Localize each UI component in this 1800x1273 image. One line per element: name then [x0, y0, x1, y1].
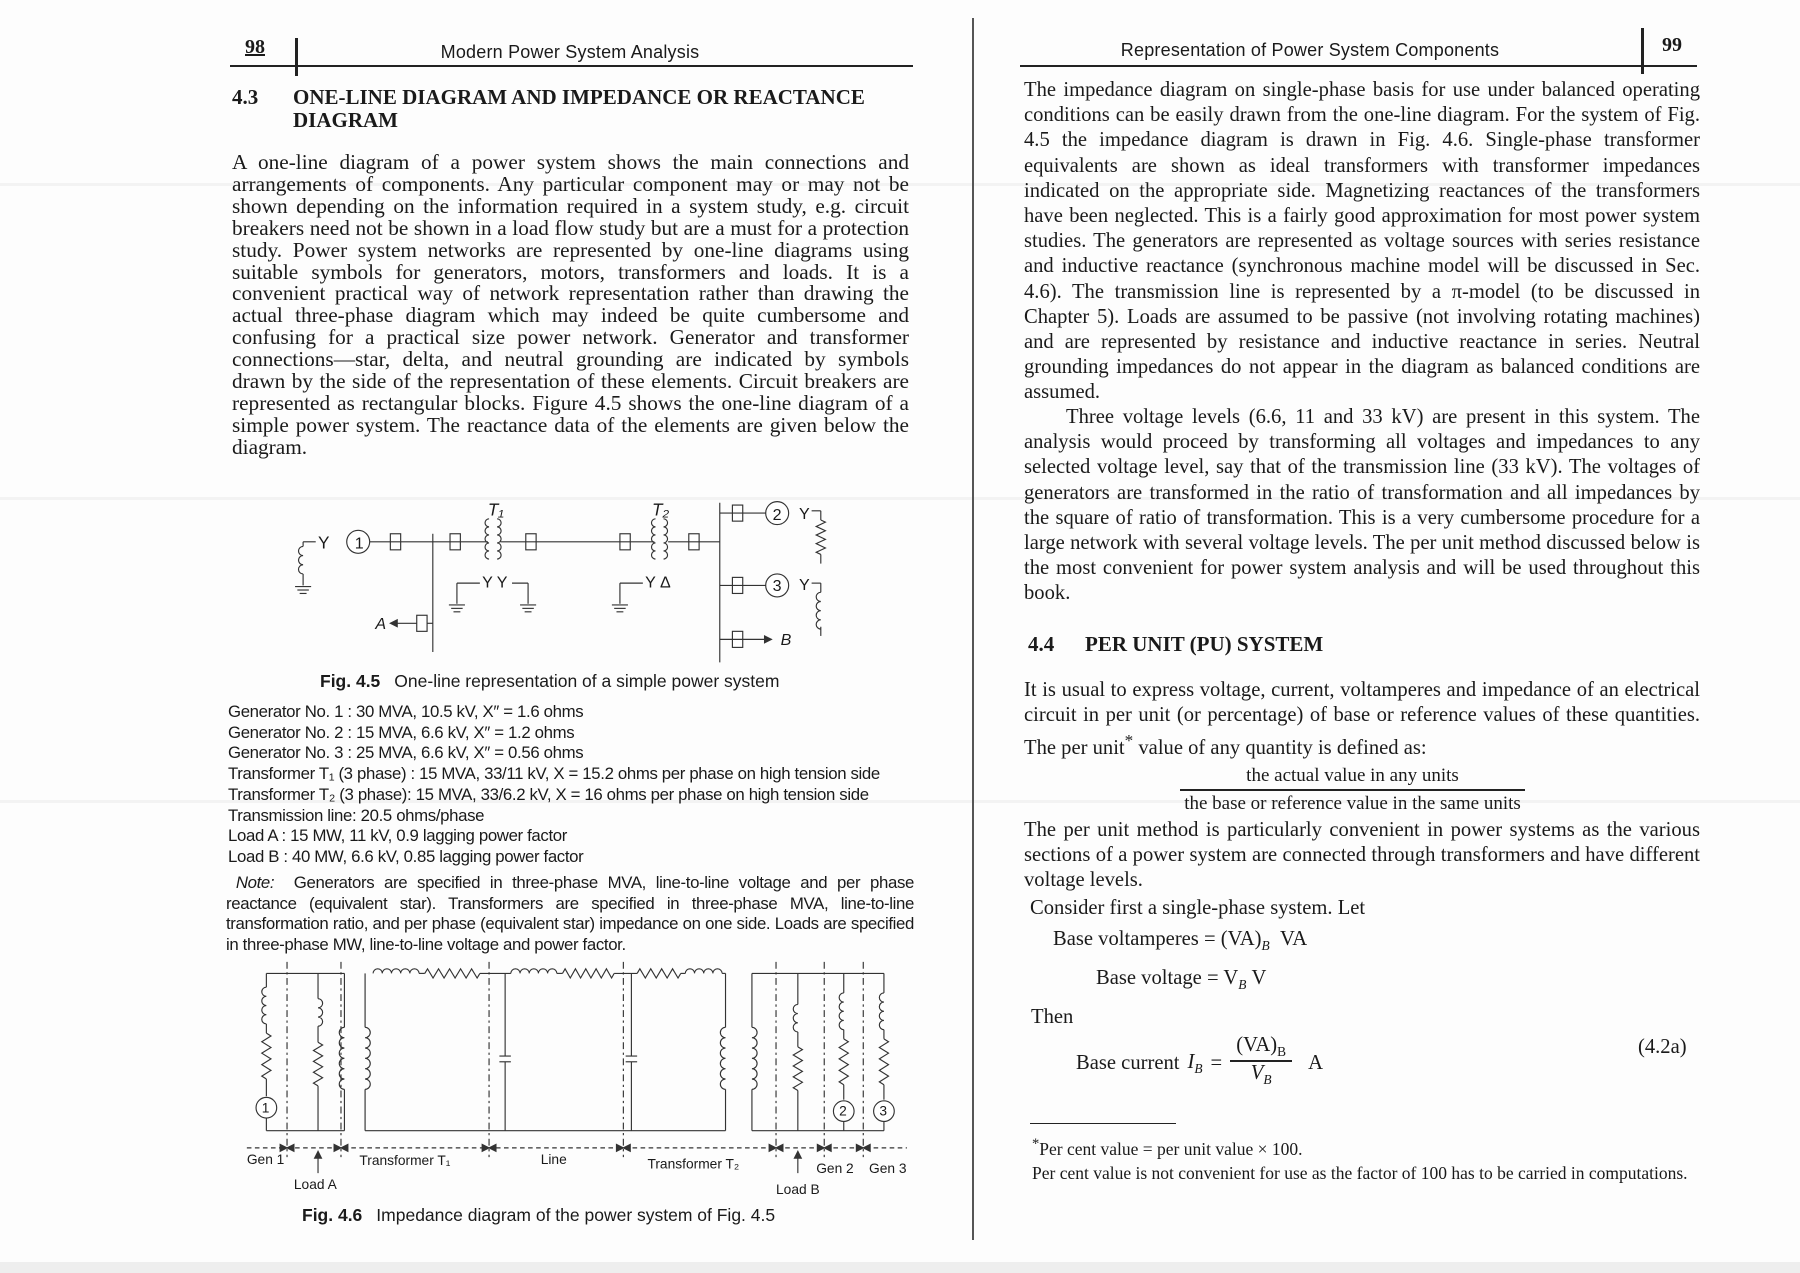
- t2-label: T₂: [652, 499, 670, 520]
- figure-label: Fig. 4.5: [320, 671, 381, 691]
- equals-sign: =: [1210, 1052, 1223, 1075]
- spec-item: Load A : 15 MW, 11 kV, 0.9 lagging power factor: [228, 826, 567, 846]
- subscript: B: [1194, 1060, 1203, 1076]
- subscript: B: [1263, 1071, 1272, 1087]
- inductor-icon: [685, 969, 722, 974]
- spec-item: Load B : 40 MW, 6.6 kV, 0.85 lagging power factor: [228, 846, 584, 866]
- inductor-icon: [816, 592, 821, 629]
- spec-item: Transformer T₁ (3 phase) : 15 MVA, 33/11 kV, X = 15.2 ohms per phase on high tension side: [228, 764, 880, 784]
- body-line: Consider first a single-phase system. Let: [1030, 897, 1366, 919]
- resistor-icon: [313, 1042, 322, 1086]
- inductor-icon: [339, 1027, 344, 1089]
- inductor-icon: [485, 519, 489, 559]
- inductor-icon: [839, 993, 844, 1030]
- resistor-icon: [637, 969, 681, 978]
- transformer-t1-section-label: Transformer T₁: [359, 1153, 451, 1169]
- body-paragraph: A one-line diagram of a power system shows the main connections and arrangements of components. Any particular component may or may not be shown depending on the information required in a system study, e.g. circuit breakers need not be shown in a load flow study but are a must for a protection study. Power system networks are represented by one-line diagrams using suitable symbols for generators, motors, transformers and loads. It is a convenient practical way of network representation rather than drawing the actual three-phase diagram which may indeed be quite cumbersome and confusing for a practical size power network. Generator and transformer connections—star, delta, and neutral grounding are indicated by symbols drawn by the side of the representation of these elements. Circuit breakers are represented as rectangular blocks. Figure 4.5 shows the one-line diagram of a simple power system. The reactance data of the elements are given below the diagram.: [232, 150, 909, 459]
- equation-text: Base voltage = V: [1096, 967, 1239, 989]
- load-b-label: B: [780, 631, 792, 650]
- spec-item: Transformer T₂ (3 phase): 15 MVA, 33/6.2 kV, X = 16 ohms per phase on high tension side: [228, 784, 869, 804]
- resistor-icon: [793, 1047, 802, 1091]
- page-number: 98: [245, 36, 265, 58]
- circuit-breaker-icon: [417, 615, 427, 631]
- running-head: Representation of Power System Components: [1120, 40, 1500, 60]
- inductor-icon: [318, 999, 323, 1027]
- paragraph-text: It is usual to express voltage, current, voltamperes and impedance of an electrical circuit in per unit (or percentage) of base or reference values of these quantities. The per unit: [1024, 679, 1700, 760]
- footnote-marker[interactable]: *: [1124, 731, 1134, 751]
- spec-item: Generator No. 2 : 15 MVA, 6.6 kV, X″ = 1.2 ohms: [228, 722, 575, 742]
- inductor-icon: [879, 993, 884, 1030]
- star-connection-label: Y: [318, 532, 330, 553]
- equation-text: Base voltamperes = (VA): [1053, 928, 1262, 950]
- resistor-icon: [563, 969, 615, 978]
- figure-caption-text: Impedance diagram of the power system of Fig. 4.5: [376, 1205, 776, 1225]
- note-label: Note:: [235, 873, 275, 892]
- body-line: Then: [1031, 1006, 1074, 1028]
- inductor-icon: [793, 1004, 798, 1032]
- section-number: 4.4: [1028, 632, 1055, 656]
- footnote-text: Per cent value = per unit value × 100.: [1039, 1138, 1303, 1159]
- load-a-section-label: Load A: [293, 1177, 337, 1193]
- inductor-icon: [511, 969, 557, 974]
- equation-number: (4.2a): [1638, 1036, 1687, 1058]
- numerator-text: (VA): [1236, 1034, 1278, 1056]
- generator-2-number: 2: [772, 505, 782, 524]
- section-title: PER UNIT (PU) SYSTEM: [1085, 632, 1324, 656]
- t1-winding-connection: Y Y: [482, 573, 508, 592]
- unit: V: [1251, 967, 1267, 989]
- subscript: B: [1238, 977, 1247, 993]
- denominator-text: V: [1250, 1061, 1264, 1084]
- load-a-label: A: [375, 615, 387, 634]
- generator-1-number: 1: [261, 1100, 270, 1116]
- gen3-section-label: Gen 3: [869, 1161, 907, 1177]
- star-connection-label: Y: [798, 576, 810, 595]
- inductor-icon: [497, 519, 501, 559]
- spec-item: Transmission line: 20.5 ohms/phase: [228, 805, 485, 825]
- inductor-icon: [651, 519, 655, 559]
- unit: VA: [1280, 928, 1308, 950]
- t2-winding-connection: Y Δ: [645, 573, 671, 592]
- section-number: 4.3: [232, 85, 259, 109]
- line-section-label: Line: [540, 1151, 567, 1167]
- resistor-icon: [816, 520, 825, 554]
- resistor-icon: [425, 969, 480, 978]
- inductor-icon: [262, 987, 267, 1024]
- body-paragraph: Three voltage levels (6.6, 11 and 33 kV) are present in this system. The analysis would proceed by transforming all voltages and impedances to any selected voltage level, say that of the transmission line (33 kV). The voltages of generators are transformed in the ratio of transformation and all impedances by the square of ratio of transformation. This is a very cumbersome procedure for a large network with several voltage levels. The per unit method discussed below is the most convenient for power system analysis and will be used throughout this book.: [1024, 406, 1700, 605]
- fraction-numerator: the actual value in any units: [1246, 765, 1459, 786]
- subscript: B: [1277, 1044, 1287, 1060]
- inductor-icon: [299, 546, 304, 574]
- impedance-diagram-fig-4-6: [247, 962, 907, 1197]
- generator-1-number: 1: [354, 534, 364, 553]
- section-title-line: ONE-LINE DIAGRAM AND IMPEDANCE OR REACTANCE: [293, 85, 865, 109]
- inductor-icon: [664, 519, 668, 559]
- generator-3-number: 3: [772, 577, 782, 596]
- subscript: B: [1261, 938, 1270, 954]
- figure-caption-text: One-line representation of a simple power system: [394, 671, 780, 691]
- paragraph-text: value of any quantity is defined as:: [1133, 737, 1427, 760]
- running-head: Modern Power System Analysis: [440, 42, 700, 62]
- generator-2-number: 2: [839, 1103, 847, 1119]
- star-connection-label: Y: [798, 504, 810, 523]
- resistor-icon: [879, 1039, 888, 1085]
- fraction-denominator: the base or reference value in the same units: [1184, 792, 1521, 814]
- figure-label: Fig. 4.6: [302, 1205, 363, 1225]
- transformer-t2-section-label: Transformer T₂: [647, 1156, 740, 1172]
- body-paragraph: The per unit method is particularly convenient in power systems as the various sections of a power system are connected through transformers and have different voltage levels.: [1024, 819, 1700, 892]
- one-line-diagram-fig-4-5: [295, 499, 825, 662]
- page-number: 99: [1662, 34, 1682, 56]
- gen1-section-label: Gen 1: [246, 1151, 285, 1167]
- inductor-icon: [365, 1027, 370, 1089]
- footnote-marker: *: [1032, 1136, 1040, 1152]
- section-title-line: DIAGRAM: [293, 108, 398, 132]
- resistor-icon: [839, 1039, 848, 1085]
- load-b-section-label: Load B: [776, 1181, 820, 1197]
- inductor-icon: [752, 1027, 757, 1089]
- inductor-icon: [373, 969, 419, 974]
- spec-item: Generator No. 1 : 30 MVA, 10.5 kV, X″ = 1.6 ohms: [228, 702, 584, 721]
- equation-text: Base current: [1076, 1052, 1180, 1075]
- generator-3-number: 3: [879, 1103, 887, 1119]
- t1-label: T₁: [487, 499, 504, 520]
- footnote-text: Per cent value is not convenient for use as the factor of 100 has to be carried in computations.: [1032, 1162, 1688, 1183]
- inductor-icon: [720, 1027, 725, 1089]
- gen2-section-label: Gen 2: [816, 1161, 854, 1177]
- note-text: Generators are specified in three-phase MVA, line-to-line voltage and per phase reactance (equivalent star). Transformers are specified in three-phase MVA, line-to-line transformation ratio, and per phase (equivalent star) impedance on one side. Loads are specified in three-phase MW, line-to-line voltage and power factor.: [226, 873, 915, 955]
- symbol: I: [1187, 1050, 1195, 1073]
- body-paragraph: The impedance diagram on single-phase basis for use under balanced operating conditions can be easily drawn from the one-line diagram. For the system of Fig. 4.5 the impedance diagram is drawn in Fig. 4.6. Single-phase transformer equivalents are shown as ideal transformers with transformer impedances indicated on the appropriate side. Magnetizing reactances of the transformers have been neglected. This is a fairly good approximation for most power system studies. The generators are represented as voltage sources with series resistance and inductive reactance (synchronous machine model will be discussed in Sec. 4.6). The transmission line is represented by a π-model (to be discussed in Chapter 5). Loads are assumed to be passive (not involving rotating machines) and are represented by resistance and inductive reactance in series. Neutral grounding impedances do not appear in the diagram as balanced conditions are assumed.: [1024, 79, 1700, 404]
- unit: A: [1308, 1052, 1324, 1075]
- resistor-icon: [262, 1033, 271, 1079]
- spec-item: Generator No. 3 : 25 MVA, 6.6 kV, X″ = 0.56 ohms: [228, 743, 584, 763]
